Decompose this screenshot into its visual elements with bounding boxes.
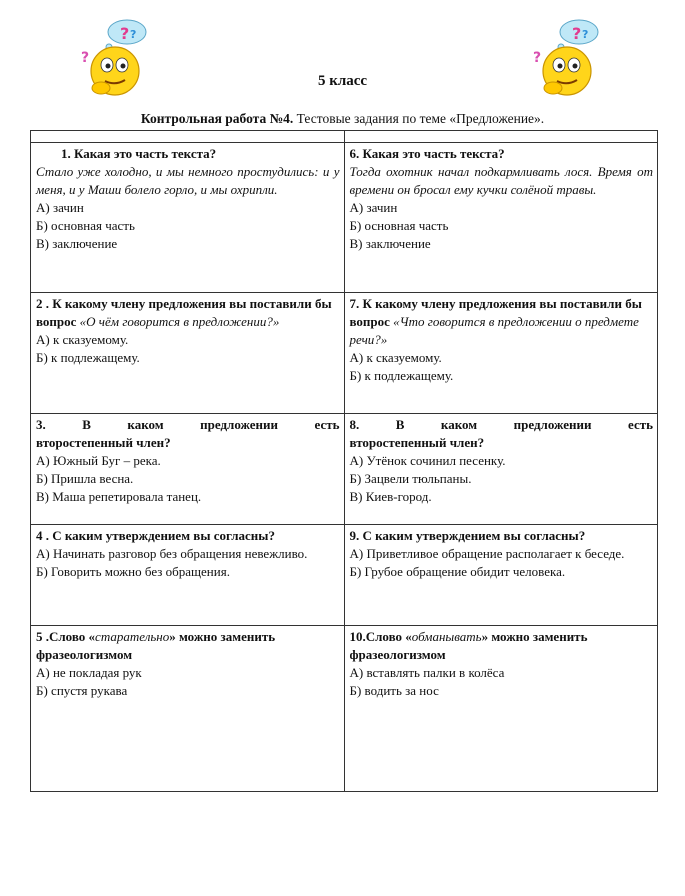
task-10-question-pre: 10.Слово « [349,629,412,644]
empty-cell [31,131,345,143]
table-row [31,414,658,525]
task-4-option-a: А) Начинать разговор без обращения невежливо. [36,546,308,561]
task-5-question-post: » можно заменить фразеологизмом [36,629,276,662]
task-1-option-c: В) заключение [36,236,118,251]
task-8-option-c: В) Киев-город. [349,489,432,504]
task-1-cell [31,143,345,293]
task-8-option-a: А) Утёнок сочинил песенку. [349,453,506,468]
task-6-option-c: В) заключение [349,236,431,251]
task-1-option-b: Б) основная часть [36,218,135,233]
task-6-cell [344,143,658,293]
task-1-option-a: А) зачин [36,200,84,215]
svg-text:?: ? [572,24,582,43]
task-2-question [36,295,340,331]
task-7-question [350,295,654,349]
table-row [31,131,658,143]
task-7-question-main: 7. К какому члену предложения вы поставили бы вопрос [349,296,642,329]
task-8-cell [344,414,658,525]
task-9-option-b: Б) Грубое обращение обидит человека. [349,564,566,579]
task-10-question-post: » можно заменить фразеологизмом [349,629,588,662]
task-3-cell [31,414,345,525]
task-4-cell [31,525,345,626]
task-10-option-a: А) вставлять палки в колёса [349,665,505,680]
empty-cell [344,131,658,143]
table-row [31,143,658,293]
table-row [31,626,658,792]
task-7-option-b: Б) к подлежащему. [349,368,454,383]
task-4-option-b: Б) Говорить можно без обращения. [36,564,230,579]
task-6-question: 6. Какая это часть текста? [349,146,505,161]
task-9-question: 9. С каким утверждением вы согласны? [349,528,586,543]
task-7-option-a: А) к сказуемому. [349,350,442,365]
task-2-question-main: 2 . К какому члену предложения вы поставили бы вопрос [36,296,332,329]
task-10-cell [344,626,658,792]
task-10-option-b: Б) водить за нос [349,683,439,698]
task-5-question-word: старательно [95,629,170,644]
task-9-cell [344,525,658,626]
subtitle-rest: Тестовые задания по теме «Предложение». [293,111,545,126]
task-3-option-c: В) Маша репетировала танец. [36,489,202,504]
task-3-option-b: Б) Пришла весна. [36,471,134,486]
task-2-option-a: А) к сказуемому. [36,332,129,347]
task-2-question-italic: «О чём говорится в предложении?» [79,314,280,329]
task-10-question [350,628,654,664]
table-row [31,293,658,414]
subtitle-bold: Контрольная работа №4. [140,111,294,126]
task-5-option-a: А) не покладая рук [36,665,142,680]
task-1-text: Стало уже холодно, и мы немного простудились: и у меня, и у Маши болело горло, и мы охрипли. [36,164,340,197]
task-7-cell [344,293,658,414]
task-5-option-b: Б) спустя рукава [36,683,128,698]
svg-text:?: ? [582,28,589,41]
task-3-question-line1: 3. В каком предложении есть [36,417,340,432]
task-5-question-pre: 5 .Слово « [36,629,96,644]
task-5-cell [31,626,345,792]
task-6-text: Тогда охотник начал подкармливать лося. Время от времени он бросал ему кучки солёной травы. [349,164,653,197]
task-8-option-b: Б) Зацвели тюльпаны. [349,471,472,486]
task-2-cell [31,293,345,414]
svg-text:?: ? [533,50,542,66]
svg-text:?: ? [130,28,137,41]
task-6-option-b: Б) основная часть [349,218,449,233]
task-5-question [36,628,340,664]
grade-title: 5 класс [317,73,368,89]
task-7-question-italic: «Что говорится в предложении о предмете речи?» [349,314,639,347]
task-2-option-b: Б) к подлежащему. [36,350,140,365]
svg-text:?: ? [120,24,130,43]
test-subtitle [0,111,685,127]
svg-text:?: ? [81,50,90,66]
table-row [31,525,658,626]
task-3-option-a: А) Южный Буг – река. [36,453,161,468]
task-8-question-line2: второстепенный член? [349,435,485,450]
task-9-option-a: А) Приветливое обращение располагает к беседе. [349,546,625,561]
task-4-question: 4 . С каким утверждением вы согласны? [36,528,275,543]
tasks-table [30,130,658,792]
task-8-question-line1: 8. В каком предложении есть [349,417,653,432]
task-10-question-word: обманывать [411,629,482,644]
task-3-question-line2: второстепенный член? [36,435,171,450]
task-6-option-a: А) зачин [349,200,398,215]
task-1-question: 1. Какая это часть текста? [61,146,217,161]
